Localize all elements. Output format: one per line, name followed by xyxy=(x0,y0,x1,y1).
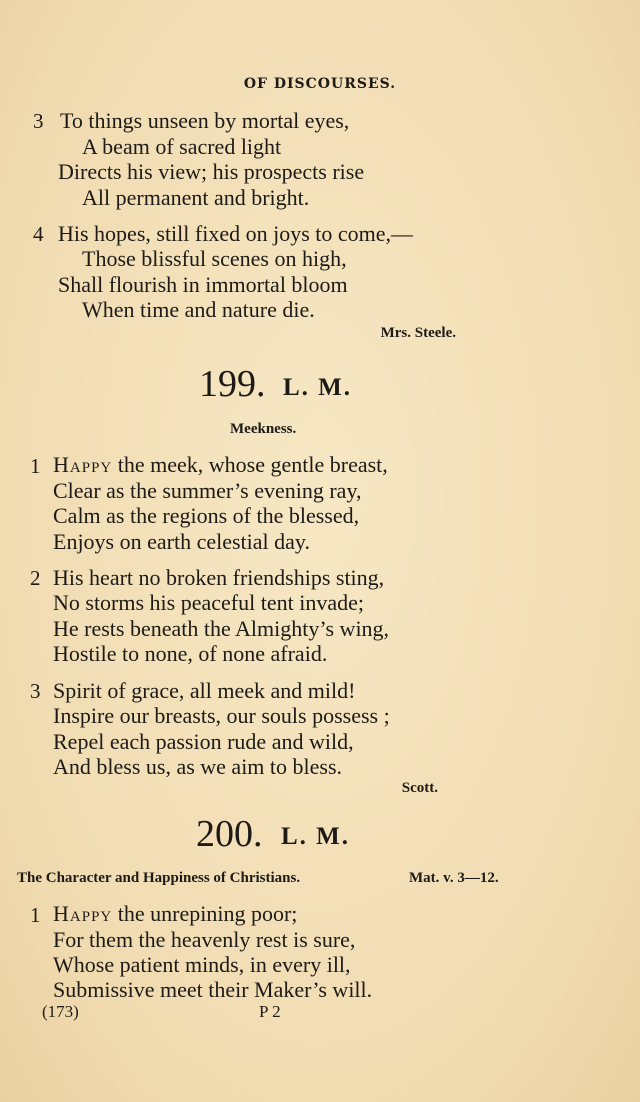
verse-number: 3 xyxy=(33,109,44,133)
verse-line: His hopes, still fixed on joys to come,— xyxy=(58,221,414,246)
author-attribution: Mrs. Steele. xyxy=(380,325,456,341)
verse-first-line xyxy=(53,901,297,927)
verse-line: Hostile to none, of none afraid. xyxy=(53,641,328,666)
scripture-reference: Mat. v. 3—12. xyxy=(409,870,499,886)
verse-line: For them the heavenly rest is sure, xyxy=(53,927,356,952)
verse-line: And bless us, as we aim to bless. xyxy=(53,754,343,779)
verse-line: When time and nature die. xyxy=(82,297,315,322)
verse-line: Clear as the summer’s evening ray, xyxy=(53,478,362,503)
verse-number: 3 xyxy=(30,679,41,703)
verse-line: Submissive meet their Maker’s will. xyxy=(53,977,373,1002)
verse-line: No storms his peaceful tent invade; xyxy=(53,590,364,615)
verse-line: Inspire our breasts, our souls possess ; xyxy=(53,703,390,728)
hymn-subject: Meekness. xyxy=(230,421,297,437)
hymn-number: 200. xyxy=(196,813,263,855)
hymn-meter: L. M. xyxy=(283,374,353,401)
verse-number: 4 xyxy=(33,222,44,246)
verse-line: All permanent and bright. xyxy=(82,185,310,210)
signature-mark: P 2 xyxy=(259,1002,281,1021)
verse-line: Calm as the regions of the blessed, xyxy=(53,503,360,528)
verse-first-rest: the meek, whose gentle breast, xyxy=(112,452,388,477)
hymn-meter: L. M. xyxy=(281,823,351,850)
verse-line: Enjoys on earth celestial day. xyxy=(53,529,310,554)
verse-first-word: Happy xyxy=(53,452,113,477)
verse-number: 1 xyxy=(30,454,41,478)
running-head: OF DISCOURSES. xyxy=(243,76,397,92)
verse-first-word: Happy xyxy=(53,901,113,926)
verse-line: Whose patient minds, in every ill, xyxy=(53,952,351,977)
verse-line: Spirit of grace, all meek and mild! xyxy=(53,678,356,703)
verse-number: 2 xyxy=(30,566,41,590)
verse-line: A beam of sacred light xyxy=(82,134,282,159)
page-number: (173) xyxy=(42,1002,79,1021)
verse-line: Directs his view; his prospects rise xyxy=(58,159,365,184)
verse-first-rest: the unrepining poor; xyxy=(112,901,298,926)
verse-number: 1 xyxy=(30,903,41,927)
hymn-subject: The Character and Happiness of Christians. xyxy=(17,870,301,886)
verse-line: Repel each passion rude and wild, xyxy=(53,729,354,754)
verse-line: Those blissful scenes on high, xyxy=(82,246,347,271)
author-attribution: Scott. xyxy=(401,780,438,796)
verse-first-line xyxy=(53,452,388,478)
hymn-number: 199. xyxy=(199,363,266,405)
verse-line: Shall flourish in immortal bloom xyxy=(58,272,348,297)
verse-line: He rests beneath the Almighty’s wing, xyxy=(53,616,390,641)
verse-line: To things unseen by mortal eyes, xyxy=(60,108,350,133)
verse-line: His heart no broken friendships sting, xyxy=(53,565,385,590)
